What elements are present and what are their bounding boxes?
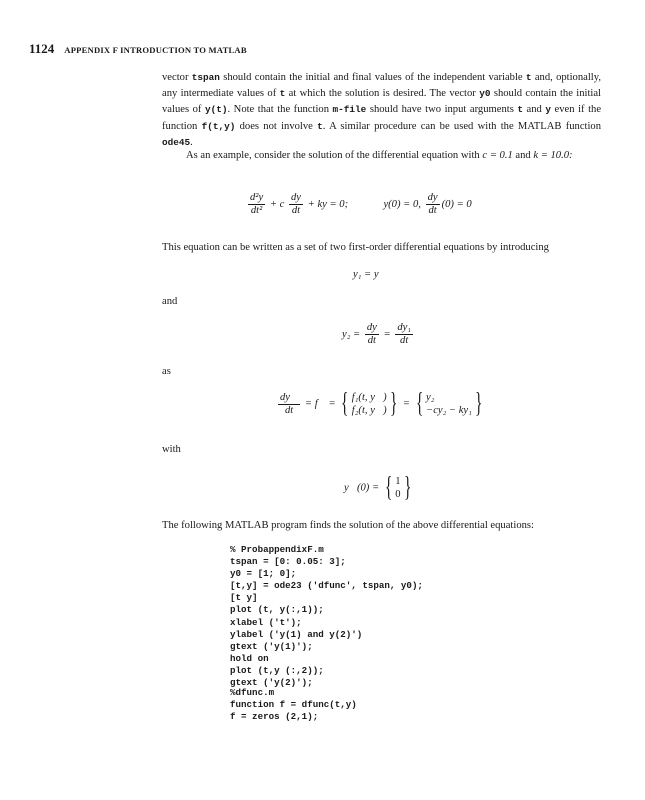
page-number: 1124 bbox=[29, 41, 55, 56]
word-and: and bbox=[162, 296, 178, 307]
code-line: plot (t,y (:,2)); bbox=[230, 664, 324, 676]
code-line: gtext ('y(2)'); bbox=[230, 677, 313, 689]
word-with: with bbox=[162, 444, 181, 455]
code-line: f = zeros (2,1); bbox=[230, 711, 319, 723]
initial-condition-equation: y⃗(0) = { 1 0 } bbox=[344, 472, 411, 503]
differential-equation: $\frac{\text{d²y}}{\text{dt²}}$ + c $\frac{dy}{dt}$ + ky = 0; y(0) = 0, $\frac{dy}{dt}$ (0) = 0 bbox=[250, 192, 472, 216]
code-listing-dfunc bbox=[230, 687, 357, 723]
code-line: [t y] bbox=[230, 592, 258, 604]
code-line: function f = dfunc(t,y) bbox=[230, 699, 357, 711]
code-line: [t,y] = ode23 ('dfunc', tspan, y0); bbox=[230, 580, 423, 592]
page-header bbox=[29, 40, 247, 58]
equation-y1: y₁ = y bbox=[353, 269, 379, 280]
system-equation: $\frac{dy⃗}{dt}$ = f⃗ = { f₁(t, y⃗) f₂(t, y⃗) } = { y₂ −cy₂ − ky₁ } bbox=[280, 388, 483, 419]
code-line: gtext ('y(1)'); bbox=[230, 640, 313, 652]
running-title: APPENDIX F INTRODUCTION TO MATLAB bbox=[64, 45, 247, 55]
code-line: tspan = [0: 0.05: 3]; bbox=[230, 556, 346, 568]
code-listing-main bbox=[230, 544, 423, 689]
equation-y2: y₂ = $\frac{dy}{dt}$ = $\frac{\text{dy₁}}{dt}$ bbox=[342, 322, 411, 346]
code-line: %dfunc.m bbox=[230, 687, 275, 698]
code-line: hold on bbox=[230, 652, 269, 664]
code-line: plot (t, y(:,1)); bbox=[230, 604, 324, 616]
paragraph-4: The following MATLAB program finds the solution of the above differential equations: bbox=[162, 520, 534, 531]
code-line: ylabel ('y(1) and y(2)') bbox=[230, 628, 363, 640]
word-as: as bbox=[162, 366, 171, 377]
code-line: xlabel ('t'); bbox=[230, 616, 302, 628]
paragraph-3: This equation can be written as a set of two first-order differential equations by introducing bbox=[162, 242, 549, 253]
paragraph-1: vector tspan should contain the initial and final values of the independent variable t and, optionally, any intermediate values of t at which the solution is desired. The vector y0 should contain the initial values of y(t). Note that the function m-file should have two input arguments t and y even if the function f(t,y) does not involve t. A similar procedure can be used with the MATLAB function ode45. bbox=[162, 72, 602, 148]
code-line: y0 = [1; 0]; bbox=[230, 568, 297, 580]
code-line: % ProbappendixF.m bbox=[230, 544, 324, 555]
paragraph-2: As an example, consider the solution of the differential equation with c = 0.1 and k = 10.0: bbox=[186, 150, 573, 161]
